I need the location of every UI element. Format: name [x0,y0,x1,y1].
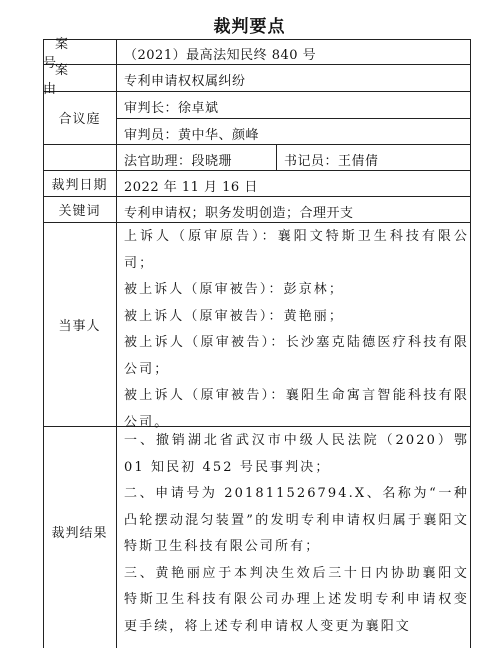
table-cell-divider [276,144,277,170]
presiding-judge: 审判长：徐卓斌 [124,101,219,116]
cause-value: 专利申请权权属纠纷 [124,74,246,89]
cause-label: 案 由 [43,62,106,97]
result-label: 裁判结果 [51,525,108,541]
party-item: 被上诉人（原审被告）：黄艳丽； [124,308,345,324]
assistant-judge: 法官助理：段晓珊 [124,154,233,169]
date-value: 2022 年 11 月 16 日 [124,180,258,195]
party-item: 被上诉人（原审被告）：长沙塞克陆德医疗科技有限公司； [124,335,469,377]
court-clerk: 书记员：王倩倩 [284,154,379,169]
result-list [124,428,469,648]
table-column-divider [116,39,117,648]
keywords-value: 专利申请权；职务发明创造；合理开支 [124,206,354,221]
case-number-value: （2021）最高法知民终 840 号 [124,48,317,63]
table-rule [116,118,470,119]
panel-judges: 审判员：黄中华、颜峰 [124,128,260,143]
party-item: 上诉人（原审原告）：襄阳文特斯卫生科技有限公司； [124,229,469,271]
result-item: 一、撤销湖北省武汉市中级人民法院（2020）鄂 01 知民初 452 号民事判决； [124,433,469,475]
result-item: 二、申请号为 201811526794.X、名称为“一种凸轮摆动混匀装置”的发明专利申请权归属于襄阳文特斯卫生科技有限公司所有； [124,486,469,554]
party-item: 被上诉人（原审被告）：襄阳生命寓言智能科技有限公司。 [124,388,469,430]
parties-label: 当事人 [58,318,101,334]
panel-label: 合议庭 [58,112,101,127]
table-rule [43,144,470,145]
party-item: 被上诉人（原审被告）：彭京林； [124,282,345,297]
parties-list [124,224,469,436]
case-number-label: 案 号 [43,36,106,71]
result-item: 三、黄艳丽应于本判决生效后三十日内协助襄阳文特斯卫生科技有限公司办理上述发明专利申请权变更手续，将上述专利申请权人变更为襄阳文 [124,565,469,634]
table-border-right [470,39,471,648]
keywords-label: 关键词 [58,203,101,219]
date-label: 裁判日期 [51,177,108,193]
page-title: 裁判要点 [213,17,286,37]
